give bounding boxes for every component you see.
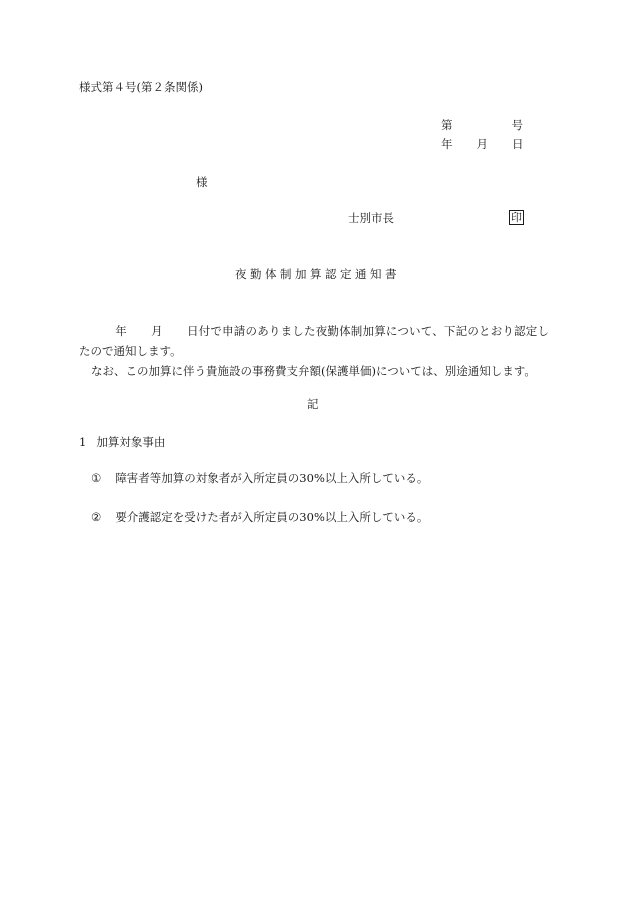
p1-month: 月 xyxy=(150,324,163,338)
seal-text: 印 xyxy=(511,211,522,224)
number-suffix: 号 xyxy=(511,118,523,132)
date-day: 日 xyxy=(512,137,524,151)
p2-text: なお、この加算に伴う貴施設の事務費支弁額(保護単価)については、別途通知します。 xyxy=(91,364,536,378)
issuer-title: 士別市長 xyxy=(348,211,394,225)
item-marker: ① xyxy=(91,471,102,485)
seal-mark xyxy=(509,210,524,225)
item-marker: ② xyxy=(91,510,102,524)
body-paragraph-1 xyxy=(79,321,549,361)
document-title: 夜勤体制加算認定通知書 xyxy=(235,267,400,281)
addressee-suffix: 様 xyxy=(196,175,208,189)
list-item xyxy=(91,512,428,524)
p1-year: 年 xyxy=(115,324,127,338)
date-line xyxy=(441,139,524,151)
ki-heading: 記 xyxy=(307,397,319,411)
date-year: 年 xyxy=(441,137,453,151)
list-item xyxy=(91,473,428,485)
number-prefix: 第 xyxy=(441,118,453,132)
section-title: 加算対象事由 xyxy=(96,435,166,449)
item-text: 要介護認定を受けた者が入所定員の30%以上入所している。 xyxy=(115,510,429,524)
section-heading xyxy=(79,437,165,449)
document-number-line xyxy=(441,120,523,132)
body-paragraph-2 xyxy=(79,361,549,381)
date-month: 月 xyxy=(476,137,488,151)
form-label: 様式第４号(第２条関係) xyxy=(79,80,203,94)
p1-text: 日付で申請のありました夜勤体制加算について、下記のとおり認定したので通知します。 xyxy=(79,324,550,358)
section-number: 1 xyxy=(79,435,87,449)
item-text: 障害者等加算の対象者が入所定員の30%以上入所している。 xyxy=(115,471,429,485)
